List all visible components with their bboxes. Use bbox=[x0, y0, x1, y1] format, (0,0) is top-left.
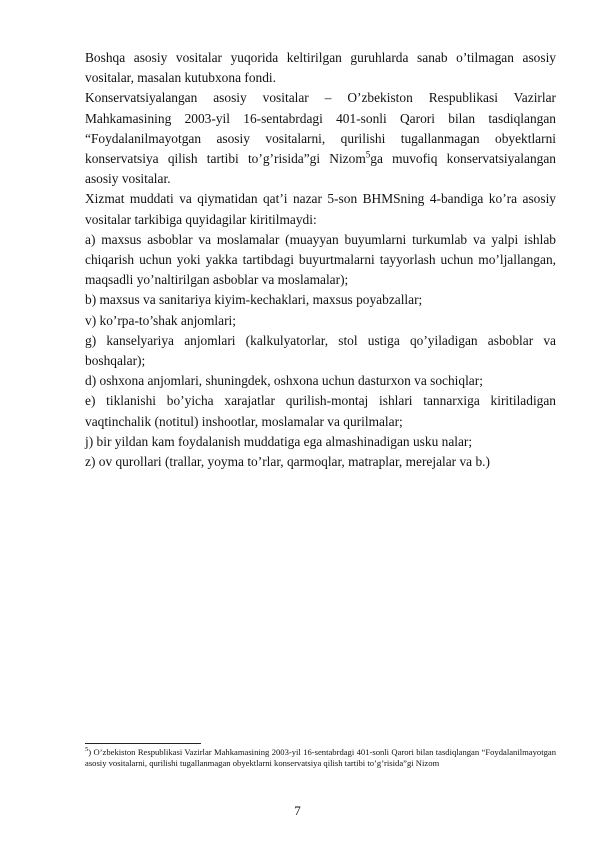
paragraph-conserved-assets-text: Konservatsiyalangan asosiy vositalar – O’zbekiston Respublikasi Vazirlar Mahkamasining 2003-yil 16-sentabrdagi 401-sonli Qarori bilan tasdiqlangan “Foydalanilmayotgan asosiy vositalarni, qurilishi tugallanmagan obyektlarni konservatsiya qilish tartibi to’g’risida”gi Nizom bbox=[85, 90, 556, 167]
list-item: d) oshxona anjomlari, shuningdek, oshxona uchun dasturxon va sochiqlar; bbox=[85, 373, 483, 389]
list-item: e) tiklanishi bo’yicha xarajatlar qurilish-montaj ishlari tannarxiga kiritiladigan vaqtinchalik (notitul) inshootlar, moslamalar va qurilmalar; bbox=[85, 393, 556, 429]
paragraph-conserved-assets-text-end: ga muvofiq konservatsiyalangan asosiy vositalar. bbox=[85, 151, 556, 187]
list-item: a) maxsus asboblar va moslamalar (muayyan buyumlarni turkumlab va yalpi ishlab chiqarish uchun yoki yakka tartibdagi buyurtmalarni tayyorlash uchun mo’ljallangan, maqsadli yo’naltirilgan asboblar va moslamalar); bbox=[85, 231, 556, 288]
paragraph-conserved-assets bbox=[85, 88, 556, 189]
list-item: g) kanselyariya anjomlari (kalkulyatorlar, stol ustiga qo’yiladigan asboblar va boshqalar); bbox=[85, 332, 556, 369]
paragraph-other-assets: Boshqa asosiy vositalar yuqorida keltirilgan guruhlarda sanab o’tilmagan asosiy vositalar, masalan kutubxona fondi. bbox=[85, 50, 556, 86]
document-body bbox=[85, 48, 556, 472]
list-item: j) bir yildan kam foydalanish muddatiga ega almashinadigan usku nalar; bbox=[85, 433, 473, 449]
page-number: 7 bbox=[294, 803, 301, 818]
paragraph-exclusions-intro: Xizmat muddati va qiymatidan qat’i nazar 5-son BHMSning 4-bandiga ko’ra asosiy vositalar tarkibiga quyidagilar kiritilmaydi: bbox=[85, 191, 556, 227]
list-item: b) maxsus va sanitariya kiyim-kechaklari, maxsus poyabzallar; bbox=[85, 292, 423, 308]
footnote-marker: 5 bbox=[85, 746, 89, 754]
list-item: v) ko’rpa-to’shak anjomlari; bbox=[85, 312, 236, 328]
footnote bbox=[85, 747, 556, 769]
list-item: z) ov qurollari (trallar, yoyma to’rlar, qarmoqlar, matraplar, merejalar va b.) bbox=[85, 454, 490, 470]
footnote-separator bbox=[85, 743, 201, 744]
footnote-reference[interactable]: 5 bbox=[365, 149, 371, 160]
footnote-text: ) O’zbekiston Respublikasi Vazirlar Mahkamasining 2003-yil 16-sentabrdagi 401-sonli Qarori bilan tasdiqlangan “Foydalanilmayotgan asosiy vositalarni, qurilishi tugallanmagan obyektlarni konservatsiya qilish tartibi to’g’risida”gi Nizom bbox=[85, 747, 556, 769]
